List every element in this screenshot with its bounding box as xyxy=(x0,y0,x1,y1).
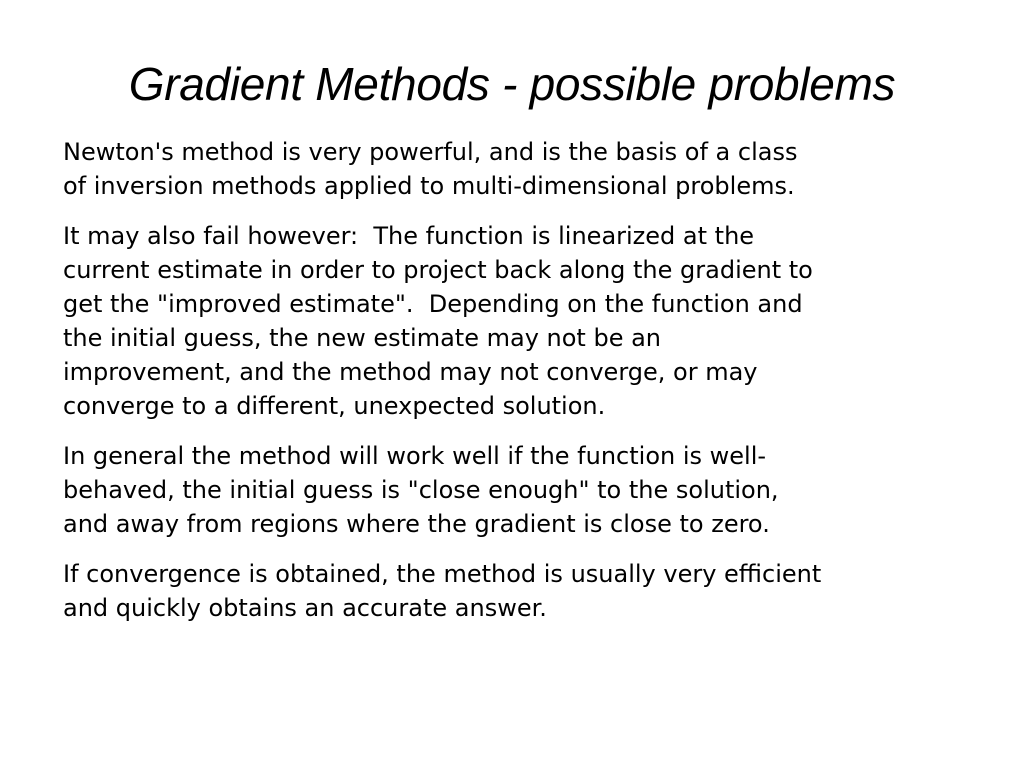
text-line: Newton's method is very powerful, and is the basis of a class xyxy=(63,138,798,166)
text-line: of inversion methods applied to multi-dimensional problems. xyxy=(63,172,795,200)
slide-title: Gradient Methods - possible problems xyxy=(128,58,896,110)
text-line: improvement, and the method may not converge, or may xyxy=(63,358,758,386)
slide-body xyxy=(63,135,973,641)
text-line: converge to a different, unexpected solution. xyxy=(63,392,606,420)
text-line: current estimate in order to project back along the gradient to xyxy=(63,256,813,284)
paragraph-convergence xyxy=(63,557,973,625)
text-line: get the "improved estimate". Depending on the function and xyxy=(63,290,803,318)
paragraph-failure-modes xyxy=(63,219,973,423)
paragraph-works-well xyxy=(63,439,973,541)
text-line: behaved, the initial guess is "close enough" to the solution, xyxy=(63,476,779,504)
text-line: and quickly obtains an accurate answer. xyxy=(63,594,547,622)
paragraph-newtons-method xyxy=(63,135,973,203)
text-line: It may also fail however: The function is linearized at the xyxy=(63,222,755,250)
text-line: In general the method will work well if the function is well- xyxy=(63,442,767,470)
text-line: and away from regions where the gradient is close to zero. xyxy=(63,510,770,538)
text-line: If convergence is obtained, the method is usually very efficient xyxy=(63,560,822,588)
text-line: the initial guess, the new estimate may not be an xyxy=(63,324,662,352)
